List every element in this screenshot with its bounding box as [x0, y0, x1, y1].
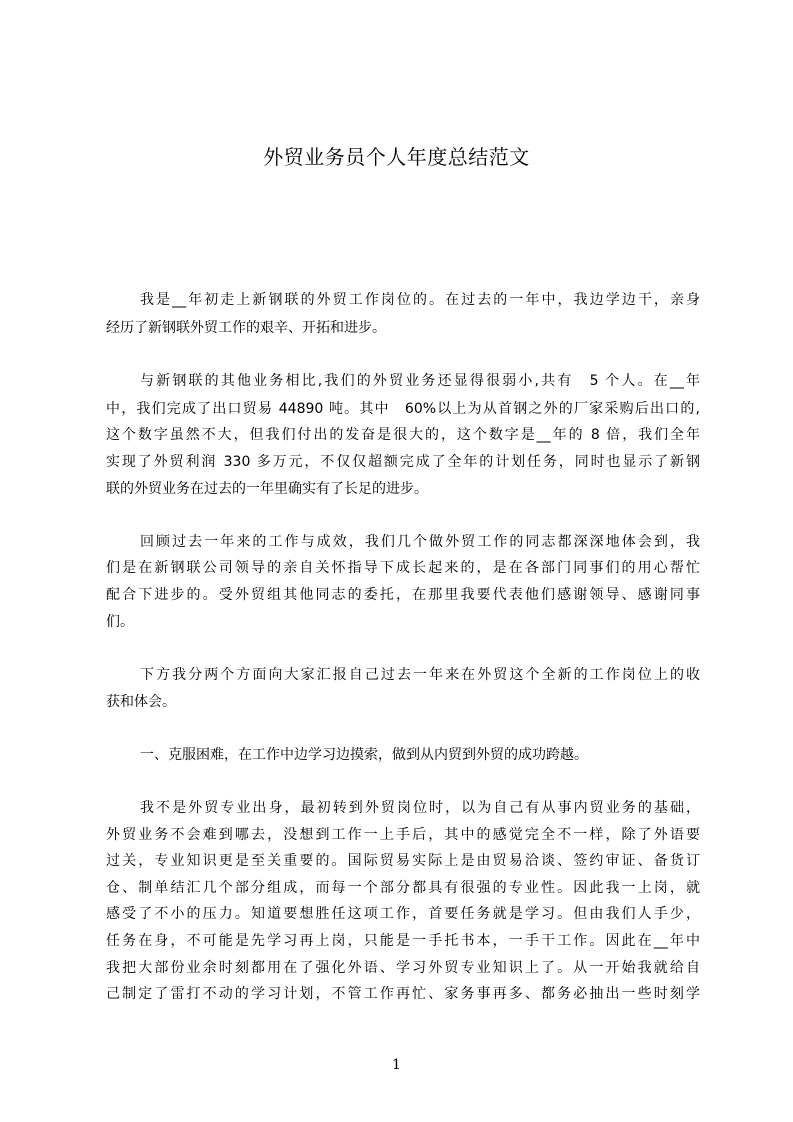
- paragraph-1-line-2: 经历了新钢联外贸工作的艰辛、开拓和进步。: [106, 320, 386, 336]
- paragraph-4-line-1: 下方我分两个方面向大家汇报自己过去一年来在外贸这个全新的工作岗位上的收: [140, 667, 700, 683]
- paragraph-6-line-2: 外贸业务不会难到哪去，没想到工作一上手后，其中的感觉完全不一样，除了外语要: [106, 827, 700, 843]
- paragraph-2-line-3: 这个数字虽然不大，但我们付出的发奋是很大的，这个数字是__年的 8 倍，我们全年: [106, 427, 700, 443]
- paragraph-3-line-3: 配合下进步的。受外贸组其他同志的委托，在那里我要代表他们感谢领导、感谢同事: [106, 587, 700, 603]
- paragraph-2-line-1: 与新钢联的其他业务相比,我们的外贸业务还显得很弱小,共有 5 个人。在__年: [140, 373, 700, 389]
- paragraph-6-line-4: 仓、制单结汇几个部分组成，而每一个部分都具有很强的专业性。因此我一上岗，就: [106, 880, 700, 896]
- paragraph-3-line-2: 们是在新钢联公司领导的亲自关怀指导下成长起来的，是在各部门同事们的用心帮忙: [106, 560, 700, 576]
- paragraph-3-line-1: 回顾过去一年来的工作与成效，我们几个做外贸工作的同志都深深地体会到，我: [140, 534, 700, 550]
- paragraph-6-line-5: 感受了不小的压力。知道要想胜任这项工作，首要任务就是学习。但由我们人手少，: [106, 906, 700, 922]
- paragraph-2-line-2: 中，我们完成了出口贸易 44890 吨。其中 60%以上为从首钢之外的厂家采购后出口的,: [106, 401, 700, 417]
- paragraph-3-line-4: 们。: [106, 614, 134, 630]
- paragraph-1-line-1: 我是__年初走上新钢联的外贸工作岗位的。在过去的一年中，我边学边干，亲身: [140, 292, 700, 308]
- paragraph-6-line-6: 任务在身，不可能是先学习再上岗，只能是一手托书本，一手干工作。因此在__年中: [106, 933, 700, 949]
- paragraph-6-line-1: 我不是外贸专业出身，最初转到外贸岗位时，以为自己有从事内贸业务的基础，: [140, 800, 700, 816]
- paragraph-2-line-5: 联的外贸业务在过去的一年里确实有了长足的进步。: [106, 481, 428, 497]
- paragraph-6-line-7: 我把大部份业余时刻都用在了强化外语、学习外贸专业知识上了。从一开始我就给自: [106, 960, 700, 976]
- document-title: 外贸业务员个人年度总结范文: [263, 145, 530, 169]
- paragraph-6-line-3: 过关，专业知识更是至关重要的。国际贸易实际上是由贸易洽谈、签约审证、备货订: [106, 853, 700, 869]
- paragraph-2-line-4: 实现了外贸利润 330 多万元，不仅仅超额完成了全年的计划任务，同时也显示了新钢: [106, 454, 700, 470]
- paragraph-6-line-8: 己制定了雷打不动的学习计划，不管工作再忙、家务事再多、都务必抽出一些时刻学: [106, 986, 700, 1002]
- section-heading-1: 一、克服困难，在工作中边学习边摸索，做到从内贸到外贸的成功跨越。: [140, 747, 588, 763]
- page-number: 1: [392, 1057, 401, 1073]
- paragraph-4-line-2: 获和体会。: [106, 694, 176, 710]
